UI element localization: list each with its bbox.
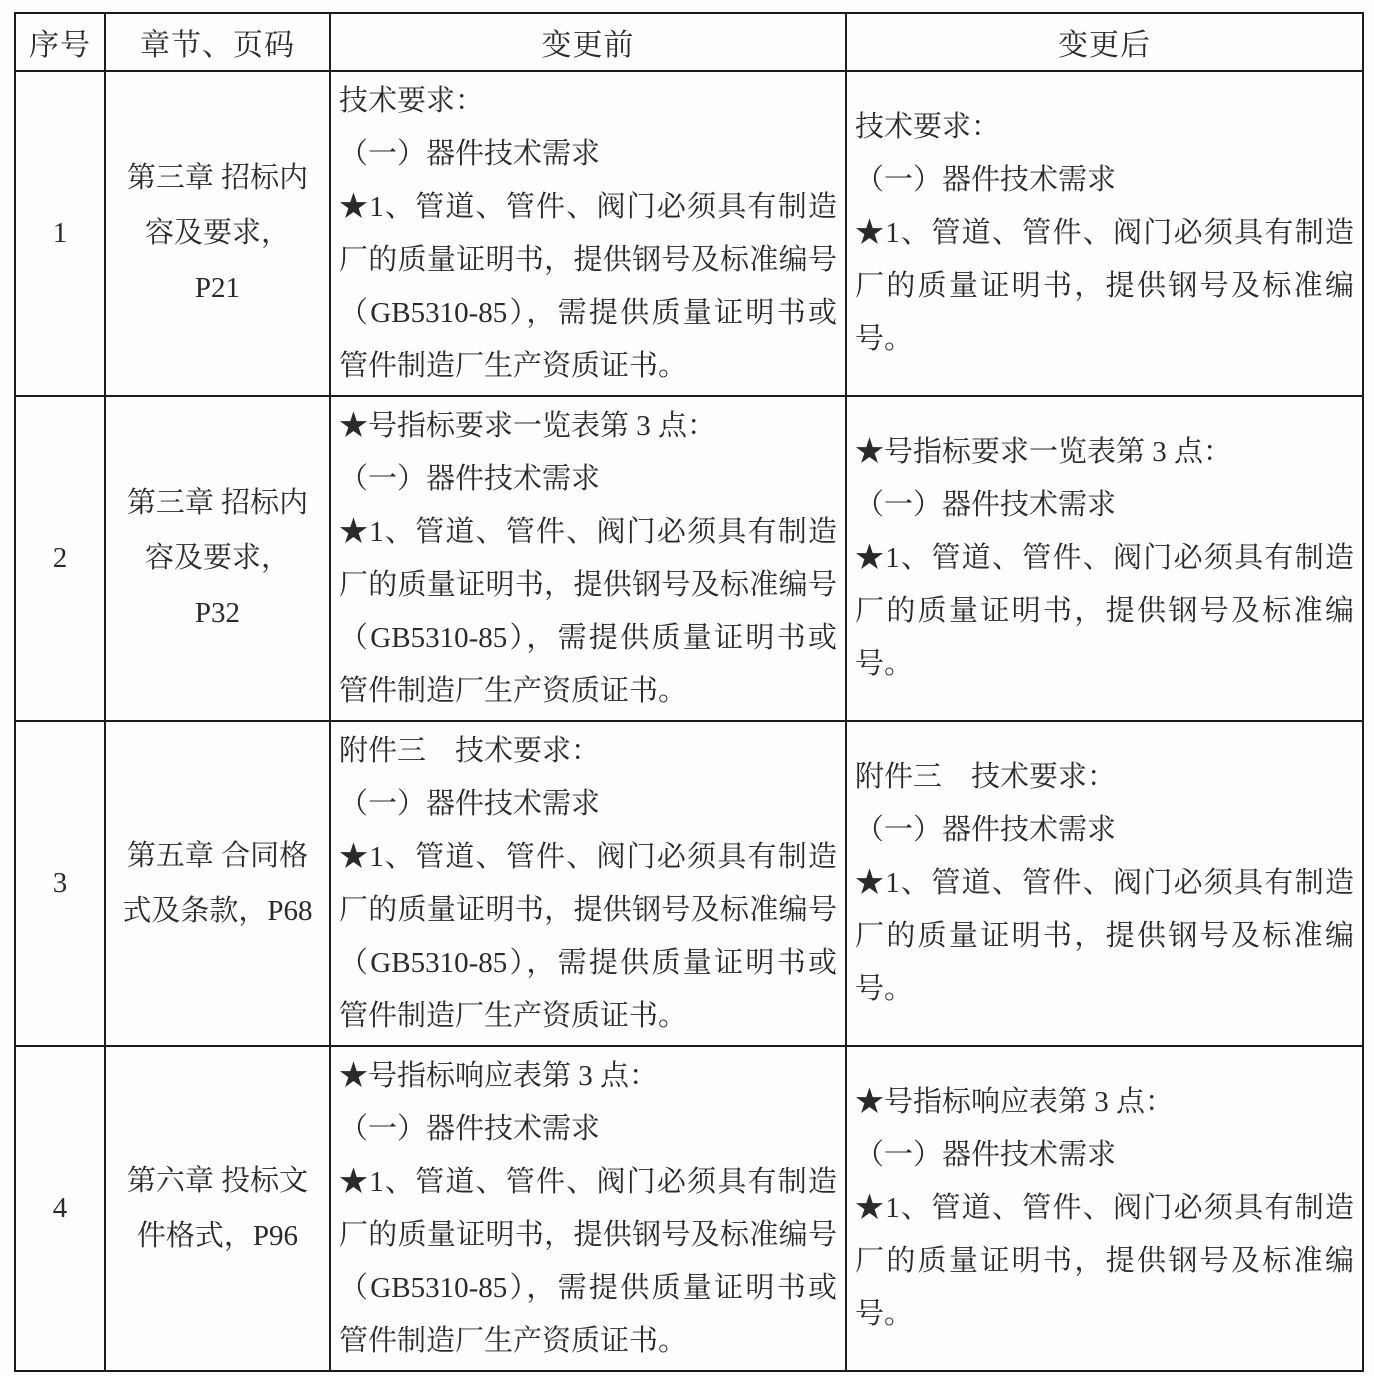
- before-change-cell: [330, 71, 846, 396]
- after-change-paragraph: （一）器件技术需求: [855, 164, 1117, 196]
- before-change-paragraph: ★1、管道、管件、阀门必须具有制造厂的质量证明书，提供钢号及标准编号（GB5310-85），需提供质量证明书或管件制造厂生产资质证书。: [339, 1166, 837, 1357]
- after-change-paragraph: （一）器件技术需求: [855, 489, 1117, 521]
- before-change-paragraph: ★1、管道、管件、阀门必须具有制造厂的质量证明书，提供钢号及标准编号（GB5310-85），需提供质量证明书或管件制造厂生产资质证书。: [339, 841, 837, 1032]
- header-serial-number: 序号: [15, 13, 105, 71]
- chapter-page-line: 第三章 招标内: [126, 487, 309, 519]
- header-row: [15, 13, 1363, 71]
- row-serial-number: 1: [15, 71, 105, 396]
- before-change-paragraph: （一）器件技术需求: [339, 138, 601, 170]
- before-change-paragraph: ★1、管道、管件、阀门必须具有制造厂的质量证明书，提供钢号及标准编号（GB5310-85），需提供质量证明书或管件制造厂生产资质证书。: [339, 516, 837, 707]
- chapter-page-line: 式及条款，P68: [122, 894, 313, 927]
- after-change-paragraph: ★1、管道、管件、阀门必须具有制造厂的质量证明书，提供钢号及标准编号。: [855, 1192, 1354, 1330]
- before-change-paragraph: （一）器件技术需求: [339, 788, 601, 820]
- chapter-page-line: 件格式，P96: [136, 1219, 299, 1252]
- after-change-paragraph: ★1、管道、管件、阀门必须具有制造厂的质量证明书，提供钢号及标准编号。: [855, 217, 1354, 355]
- after-change-cell: [846, 721, 1363, 1046]
- before-change-cell: [330, 721, 846, 1046]
- chapter-page-cell: [105, 1046, 330, 1371]
- header-after-change: 变更后: [846, 13, 1363, 71]
- table-row: [15, 721, 1363, 1046]
- chapter-page-line: 容及要求，: [144, 542, 290, 574]
- before-change-paragraph: 技术要求：: [339, 85, 485, 117]
- row-serial-number: 4: [15, 1046, 105, 1371]
- after-change-cell: [846, 71, 1363, 396]
- table-row: [15, 1046, 1363, 1371]
- before-change-paragraph: ★1、管道、管件、阀门必须具有制造厂的质量证明书，提供钢号及标准编号（GB5310-85），需提供质量证明书或管件制造厂生产资质证书。: [339, 191, 837, 382]
- chapter-page-line: 第六章 投标文: [126, 1164, 309, 1197]
- chapter-page-line: 容及要求，: [144, 217, 290, 249]
- before-change-paragraph: 附件三 技术要求：: [339, 735, 601, 767]
- after-change-paragraph: ★号指标要求一览表第 3 点：: [855, 436, 1233, 468]
- after-change-cell: [846, 396, 1363, 721]
- after-change-paragraph: ★1、管道、管件、阀门必须具有制造厂的质量证明书，提供钢号及标准编号。: [855, 542, 1354, 680]
- chapter-page-line: P21: [194, 272, 241, 304]
- row-serial-number: 3: [15, 721, 105, 1046]
- after-change-paragraph: ★1、管道、管件、阀门必须具有制造厂的质量证明书，提供钢号及标准编号。: [855, 867, 1354, 1005]
- header-chapter-page: 章节、页码: [105, 13, 330, 71]
- before-change-paragraph: （一）器件技术需求: [339, 463, 601, 495]
- chapter-page-line: 第五章 合同格: [126, 839, 309, 872]
- document-page: [14, 12, 1364, 1372]
- before-change-paragraph: ★号指标响应表第 3 点：: [339, 1060, 659, 1092]
- table-row: [15, 71, 1363, 396]
- after-change-cell: [846, 1046, 1363, 1371]
- chapter-page-line: 第三章 招标内: [126, 162, 309, 194]
- before-change-cell: [330, 1046, 846, 1371]
- after-change-paragraph: ★号指标响应表第 3 点：: [855, 1086, 1175, 1118]
- chapter-page-line: P32: [194, 597, 241, 629]
- table-row: [15, 396, 1363, 721]
- row-serial-number: 2: [15, 396, 105, 721]
- header-before-change: 变更前: [330, 13, 846, 71]
- chapter-page-cell: [105, 396, 330, 721]
- change-comparison-table: [14, 12, 1364, 1372]
- before-change-cell: [330, 396, 846, 721]
- after-change-paragraph: （一）器件技术需求: [855, 1139, 1117, 1171]
- after-change-paragraph: 附件三 技术要求：: [855, 761, 1117, 793]
- chapter-page-cell: [105, 71, 330, 396]
- chapter-page-cell: [105, 721, 330, 1046]
- after-change-paragraph: 技术要求：: [855, 111, 1001, 143]
- before-change-paragraph: ★号指标要求一览表第 3 点：: [339, 410, 717, 442]
- before-change-paragraph: （一）器件技术需求: [339, 1113, 601, 1145]
- after-change-paragraph: （一）器件技术需求: [855, 814, 1117, 846]
